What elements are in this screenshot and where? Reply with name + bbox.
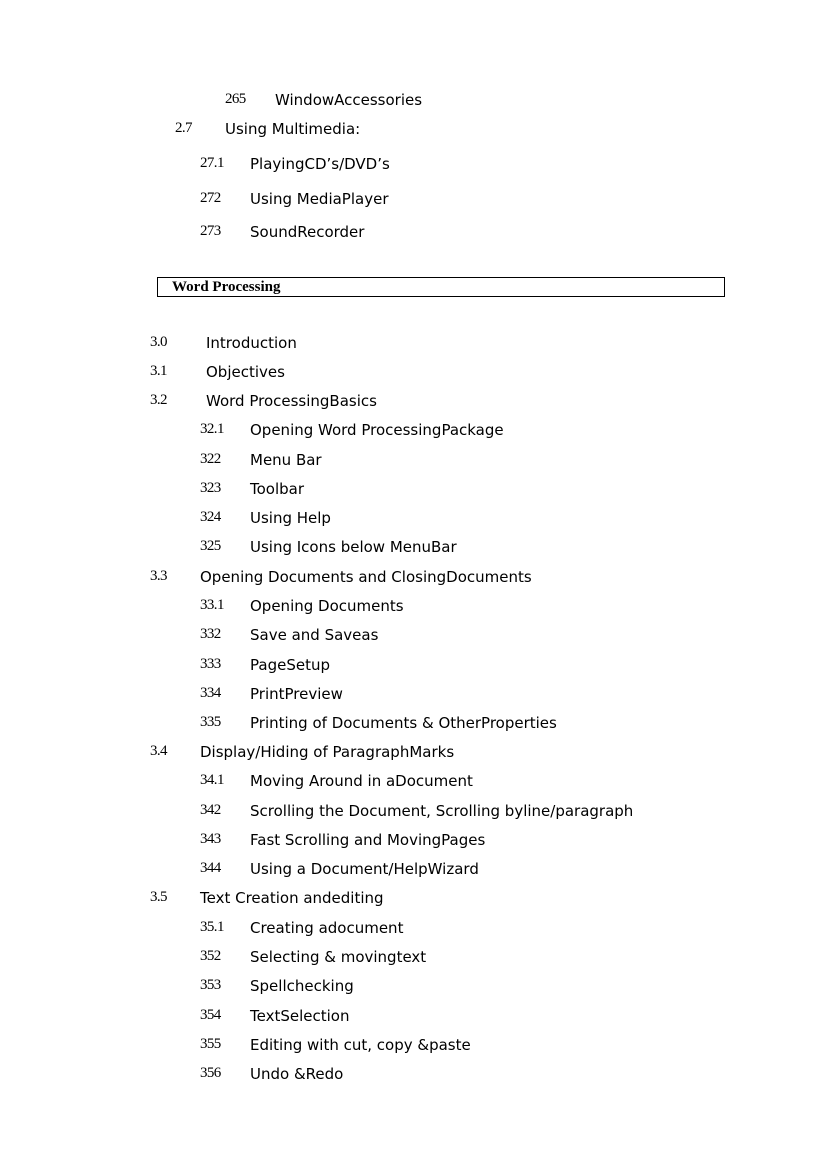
toc-entry-number: 3.2: [150, 392, 167, 408]
toc-entry-number: 322: [200, 451, 221, 467]
toc-entry-number: 324: [200, 509, 221, 525]
toc-entry-text: Spellchecking: [250, 977, 354, 995]
toc-entry-number: 272: [200, 190, 221, 206]
toc-entry-number: 3.5: [150, 889, 167, 905]
toc-entry-text: Selecting & movingtext: [250, 948, 427, 966]
section-title: Word Processing: [172, 279, 281, 295]
toc-entry-number: 343: [200, 831, 221, 847]
toc-entry-text: Fast Scrolling and MovingPages: [250, 831, 486, 849]
toc-entry-text: Display/Hiding of ParagraphMarks: [200, 743, 455, 761]
toc-entry-number: 3.0: [150, 334, 167, 350]
toc-entry-number: 352: [200, 948, 221, 964]
toc-entry-text: TextSelection: [250, 1007, 350, 1025]
toc-entry-number: 3.1: [150, 363, 167, 379]
toc-entry-text: Objectives: [206, 363, 285, 381]
toc-entry-text: Editing with cut, copy &paste: [250, 1036, 471, 1054]
toc-entry-number: 3.3: [150, 568, 167, 584]
toc-entry-text: Moving Around in aDocument: [250, 772, 473, 790]
toc-entry-text: Opening Documents: [250, 597, 404, 615]
toc-entry-text: PageSetup: [250, 656, 330, 674]
toc-entry-number: 344: [200, 860, 221, 876]
toc-entry-number: 3.4: [150, 743, 167, 759]
toc-entry-text: Text Creation andediting: [200, 889, 384, 907]
toc-entry-number: 27.1: [200, 155, 224, 171]
toc-entry-text: Scrolling the Document, Scrolling byline/paragraph: [250, 802, 634, 820]
toc-entry-number: 33.1: [200, 597, 224, 613]
toc-entry-text: SoundRecorder: [250, 223, 365, 241]
toc-entry-text: Using a Document/HelpWizard: [250, 860, 479, 878]
toc-entry-text: Save and Saveas: [250, 626, 379, 644]
toc-entry-number: 334: [200, 685, 221, 701]
toc-entry-text: Using Help: [250, 509, 331, 527]
toc-entry-number: 323: [200, 480, 221, 496]
toc-entry-text: Word ProcessingBasics: [206, 392, 377, 410]
toc-entry-number: 2.7: [175, 120, 192, 136]
toc-entry-text: Undo &Redo: [250, 1065, 344, 1083]
toc-entry-number: 356: [200, 1065, 221, 1081]
toc-entry-number: 34.1: [200, 772, 224, 788]
toc-entry-number: 325: [200, 538, 221, 554]
toc-entry-text: Printing of Documents & OtherProperties: [250, 714, 557, 732]
toc-entry-text: Using MediaPlayer: [250, 190, 389, 208]
toc-entry-text: Opening Documents and ClosingDocuments: [200, 568, 532, 586]
toc-entry-number: 35.1: [200, 919, 224, 935]
toc-entry-text: Opening Word ProcessingPackage: [250, 421, 504, 439]
toc-entry-number: 332: [200, 626, 221, 642]
toc-entry-number: 342: [200, 802, 221, 818]
toc-entry-text: Introduction: [206, 334, 297, 352]
toc-entry-number: 335: [200, 714, 221, 730]
toc-entry-number: 355: [200, 1036, 221, 1052]
toc-entry-text: Toolbar: [250, 480, 305, 498]
section-heading-box: [157, 277, 725, 297]
toc-entry-number: 333: [200, 656, 221, 672]
toc-entry-number: 265: [225, 91, 246, 107]
toc-entry-number: 353: [200, 977, 221, 993]
toc-entry-number: 354: [200, 1007, 221, 1023]
toc-entry-text: PlayingCD’s/DVD’s: [250, 155, 390, 173]
toc-entry-text: Creating adocument: [250, 919, 404, 937]
toc-entry-text: Using Icons below MenuBar: [250, 538, 457, 556]
toc-entry-text: Using Multimedia:: [225, 120, 361, 138]
toc-entry-number: 32.1: [200, 421, 224, 437]
toc-entry-text: PrintPreview: [250, 685, 343, 703]
toc-entry-text: WindowAccessories: [275, 91, 423, 109]
toc-entry-text: Menu Bar: [250, 451, 322, 469]
toc-entry-number: 273: [200, 223, 221, 239]
